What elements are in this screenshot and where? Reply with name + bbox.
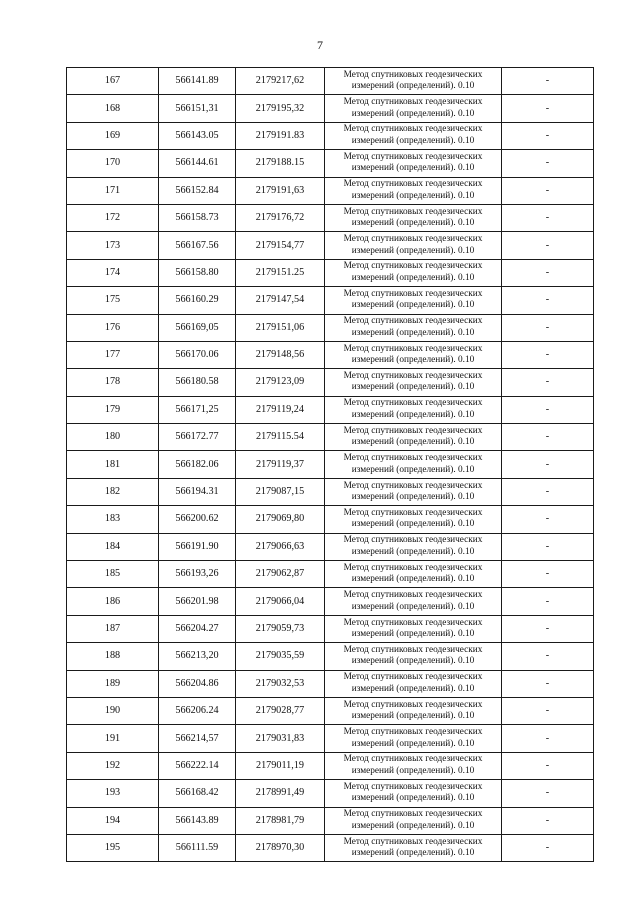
coordinate-y-cell: 2179066,63 <box>236 533 325 560</box>
coordinate-y-cell: 2179151.25 <box>236 259 325 286</box>
point-number-cell: 182 <box>67 478 159 505</box>
method-line-1: Метод спутниковых геодезических <box>343 261 483 272</box>
method-line-2: измерений (определений). 0.10 <box>351 190 475 201</box>
table-row <box>67 177 594 204</box>
coordinate-x-cell: 566172.77 <box>159 424 236 451</box>
method-cell <box>325 68 502 95</box>
table-row <box>67 780 594 807</box>
table-row <box>67 670 594 697</box>
note-cell: - <box>502 396 594 423</box>
method-line-2: измерений (определений). 0.10 <box>351 793 475 804</box>
method-line-2: измерений (определений). 0.10 <box>351 601 475 612</box>
coordinate-x-cell: 566200.62 <box>159 506 236 533</box>
note-cell: - <box>502 561 594 588</box>
method-line-1: Метод спутниковых геодезических <box>343 151 483 162</box>
method-line-2: измерений (определений). 0.10 <box>351 711 475 722</box>
note-cell: - <box>502 807 594 834</box>
point-number-cell: 169 <box>67 122 159 149</box>
method-line-1: Метод спутниковых геодезических <box>343 535 483 546</box>
coordinate-y-cell: 2179087,15 <box>236 478 325 505</box>
coordinate-y-cell: 2179151,06 <box>236 314 325 341</box>
note-cell: - <box>502 834 594 861</box>
method-cell <box>325 177 502 204</box>
method-line-2: измерений (определений). 0.10 <box>351 546 475 557</box>
point-number-cell: 195 <box>67 834 159 861</box>
coordinate-x-cell: 566144.61 <box>159 150 236 177</box>
note-cell: - <box>502 506 594 533</box>
coordinate-y-cell: 2179035,59 <box>236 643 325 670</box>
coordinate-x-cell: 566158.80 <box>159 259 236 286</box>
note-cell: - <box>502 287 594 314</box>
method-line-2: измерений (определений). 0.10 <box>351 135 475 146</box>
method-line-1: Метод спутниковых геодезических <box>343 343 483 354</box>
point-number-cell: 173 <box>67 232 159 259</box>
coordinate-x-cell: 566204.27 <box>159 615 236 642</box>
method-line-1: Метод спутниковых геодезических <box>343 206 483 217</box>
table-row <box>67 341 594 368</box>
method-cell <box>325 150 502 177</box>
method-cell <box>325 643 502 670</box>
point-number-cell: 179 <box>67 396 159 423</box>
coordinate-x-cell: 566111.59 <box>159 834 236 861</box>
method-cell <box>325 122 502 149</box>
note-cell: - <box>502 259 594 286</box>
method-cell <box>325 615 502 642</box>
point-number-cell: 172 <box>67 204 159 231</box>
method-line-2: измерений (определений). 0.10 <box>351 355 475 366</box>
coordinate-y-cell: 2178981,79 <box>236 807 325 834</box>
note-cell: - <box>502 725 594 752</box>
table-row <box>67 725 594 752</box>
coordinate-y-cell: 2179148,56 <box>236 341 325 368</box>
coordinate-y-cell: 2179115.54 <box>236 424 325 451</box>
table-row <box>67 643 594 670</box>
coordinate-x-cell: 566204.86 <box>159 670 236 697</box>
method-line-1: Метод спутниковых геодезических <box>343 644 483 655</box>
method-line-2: измерений (определений). 0.10 <box>351 629 475 639</box>
point-number-cell: 192 <box>67 752 159 779</box>
method-line-1: Метод спутниковых геодезических <box>343 97 483 108</box>
method-line-1: Метод спутниковых геодезических <box>343 425 483 436</box>
coordinate-x-cell: 566201.98 <box>159 588 236 615</box>
point-number-cell: 180 <box>67 424 159 451</box>
coordinate-x-cell: 566170.06 <box>159 341 236 368</box>
point-number-cell: 186 <box>67 588 159 615</box>
note-cell: - <box>502 615 594 642</box>
coordinate-y-cell: 2179191,63 <box>236 177 325 204</box>
coordinate-x-cell: 566143.05 <box>159 122 236 149</box>
method-line-1: Метод спутниковых геодезических <box>343 288 483 299</box>
method-line-2: измерений (определений). 0.10 <box>351 492 475 503</box>
method-line-2: измерений (определений). 0.10 <box>351 163 475 174</box>
table-row <box>67 396 594 423</box>
coordinate-y-cell: 2179191.83 <box>236 122 325 149</box>
note-cell: - <box>502 204 594 231</box>
method-cell <box>325 287 502 314</box>
note-cell: - <box>502 68 594 95</box>
method-line-1: Метод спутниковых геодезических <box>343 480 483 491</box>
table-row <box>67 533 594 560</box>
method-line-2: измерений (определений). 0.10 <box>351 108 475 119</box>
coordinate-x-cell: 566222.14 <box>159 752 236 779</box>
method-cell <box>325 369 502 396</box>
coordinate-y-cell: 2178991,49 <box>236 780 325 807</box>
note-cell: - <box>502 697 594 724</box>
method-line-1: Метод спутниковых геодезических <box>343 699 483 710</box>
table-row <box>67 506 594 533</box>
table-row <box>67 150 594 177</box>
point-number-cell: 181 <box>67 451 159 478</box>
table-row <box>67 807 594 834</box>
method-line-2: измерений (определений). 0.10 <box>351 245 475 256</box>
coordinate-x-cell: 566169,05 <box>159 314 236 341</box>
method-cell <box>325 451 502 478</box>
table-row <box>67 122 594 149</box>
note-cell: - <box>502 95 594 122</box>
coordinate-y-cell: 2179032,53 <box>236 670 325 697</box>
method-line-1: Метод спутниковых геодезических <box>343 617 483 628</box>
table-row <box>67 561 594 588</box>
coordinate-y-cell: 2179123,09 <box>236 369 325 396</box>
table-row <box>67 287 594 314</box>
point-number-cell: 184 <box>67 533 159 560</box>
note-cell: - <box>502 451 594 478</box>
point-number-cell: 190 <box>67 697 159 724</box>
point-number-cell: 171 <box>67 177 159 204</box>
coordinate-x-cell: 566158.73 <box>159 204 236 231</box>
table-row <box>67 314 594 341</box>
method-line-2: измерений (определений). 0.10 <box>351 464 475 475</box>
method-cell <box>325 697 502 724</box>
method-cell <box>325 341 502 368</box>
note-cell: - <box>502 752 594 779</box>
point-number-cell: 177 <box>67 341 159 368</box>
coordinate-x-cell: 566180.58 <box>159 369 236 396</box>
note-cell: - <box>502 670 594 697</box>
table-row <box>67 697 594 724</box>
coordinate-y-cell: 2179119,37 <box>236 451 325 478</box>
method-line-1: Метод спутниковых геодезических <box>343 234 483 245</box>
note-cell: - <box>502 478 594 505</box>
coordinate-y-cell: 2179154,77 <box>236 232 325 259</box>
table-row <box>67 588 594 615</box>
note-cell: - <box>502 424 594 451</box>
method-line-2: измерений (определений). 0.10 <box>351 683 475 694</box>
method-line-1: Метод спутниковых геодезических <box>343 672 483 683</box>
method-line-1: Метод спутниковых геодезических <box>343 398 483 409</box>
note-cell: - <box>502 177 594 204</box>
method-cell <box>325 752 502 779</box>
note-cell: - <box>502 369 594 396</box>
method-line-1: Метод спутниковых геодезических <box>343 836 483 847</box>
table-row <box>67 232 594 259</box>
point-number-cell: 194 <box>67 807 159 834</box>
point-number-cell: 178 <box>67 369 159 396</box>
method-line-2: измерений (определений). 0.10 <box>351 272 475 283</box>
method-cell <box>325 95 502 122</box>
coordinate-x-cell: 566191.90 <box>159 533 236 560</box>
note-cell: - <box>502 122 594 149</box>
method-cell <box>325 561 502 588</box>
note-cell: - <box>502 232 594 259</box>
method-cell <box>325 259 502 286</box>
table-row <box>67 95 594 122</box>
table-row <box>67 369 594 396</box>
method-line-1: Метод спутниковых геодезических <box>343 69 483 80</box>
method-line-1: Метод спутниковых геодезических <box>343 370 483 381</box>
method-line-2: измерений (определений). 0.10 <box>351 409 475 420</box>
note-cell: - <box>502 643 594 670</box>
method-cell <box>325 204 502 231</box>
method-line-2: измерений (определений). 0.10 <box>351 300 475 311</box>
table-row <box>67 478 594 505</box>
method-line-2: измерений (определений). 0.10 <box>351 327 475 338</box>
table-row <box>67 752 594 779</box>
method-line-1: Метод спутниковых геодезических <box>343 754 483 765</box>
method-line-2: измерений (определений). 0.10 <box>351 437 475 448</box>
point-number-cell: 167 <box>67 68 159 95</box>
method-line-2: измерений (определений). 0.10 <box>351 218 475 229</box>
coordinate-x-cell: 566171,25 <box>159 396 236 423</box>
method-cell <box>325 807 502 834</box>
method-cell <box>325 780 502 807</box>
point-number-cell: 170 <box>67 150 159 177</box>
point-number-cell: 176 <box>67 314 159 341</box>
method-cell <box>325 478 502 505</box>
method-cell <box>325 396 502 423</box>
coordinate-x-cell: 566194.31 <box>159 478 236 505</box>
method-line-2: измерений (определений). 0.10 <box>351 656 475 667</box>
method-line-2: измерений (определений). 0.10 <box>351 848 475 859</box>
method-line-1: Метод спутниковых геодезических <box>343 590 483 601</box>
note-cell: - <box>502 533 594 560</box>
coordinate-x-cell: 566151,31 <box>159 95 236 122</box>
coordinates-table <box>66 67 594 862</box>
method-line-1: Метод спутниковых геодезических <box>343 781 483 792</box>
coordinate-y-cell: 2179195,32 <box>236 95 325 122</box>
table-row <box>67 424 594 451</box>
coordinate-x-cell: 566213,20 <box>159 643 236 670</box>
coordinate-y-cell: 2179217,62 <box>236 68 325 95</box>
coordinate-x-cell: 566152.84 <box>159 177 236 204</box>
method-cell <box>325 424 502 451</box>
point-number-cell: 168 <box>67 95 159 122</box>
coordinate-y-cell: 2179066,04 <box>236 588 325 615</box>
method-line-2: измерений (определений). 0.10 <box>351 738 475 749</box>
method-line-1: Метод спутниковых геодезических <box>343 507 483 518</box>
method-line-1: Метод спутниковых геодезических <box>343 809 483 820</box>
point-number-cell: 189 <box>67 670 159 697</box>
coordinate-y-cell: 2179147,54 <box>236 287 325 314</box>
point-number-cell: 187 <box>67 615 159 642</box>
coordinate-y-cell: 2179188.15 <box>236 150 325 177</box>
method-line-2: измерений (определений). 0.10 <box>351 765 475 776</box>
method-cell <box>325 314 502 341</box>
method-cell <box>325 834 502 861</box>
coordinate-y-cell: 2179011,19 <box>236 752 325 779</box>
page-number: 7 <box>317 38 323 52</box>
coordinate-y-cell: 2179119,24 <box>236 396 325 423</box>
table-row <box>67 68 594 95</box>
coordinate-x-cell: 566168.42 <box>159 780 236 807</box>
coordinate-x-cell: 566141.89 <box>159 68 236 95</box>
point-number-cell: 191 <box>67 725 159 752</box>
note-cell: - <box>502 780 594 807</box>
method-line-2: измерений (определений). 0.10 <box>351 574 475 585</box>
method-cell <box>325 533 502 560</box>
point-number-cell: 188 <box>67 643 159 670</box>
coordinate-x-cell: 566182.06 <box>159 451 236 478</box>
method-cell <box>325 506 502 533</box>
table-row <box>67 259 594 286</box>
method-line-2: измерений (определений). 0.10 <box>351 382 475 393</box>
coordinate-x-cell: 566206.24 <box>159 697 236 724</box>
coordinate-x-cell: 566167.56 <box>159 232 236 259</box>
coordinate-x-cell: 566160.29 <box>159 287 236 314</box>
coordinate-y-cell: 2179176,72 <box>236 204 325 231</box>
method-line-1: Метод спутниковых геодезических <box>343 124 483 135</box>
note-cell: - <box>502 341 594 368</box>
table-row <box>67 834 594 861</box>
point-number-cell: 185 <box>67 561 159 588</box>
note-cell: - <box>502 314 594 341</box>
method-line-1: Метод спутниковых геодезических <box>343 562 483 573</box>
table-row <box>67 615 594 642</box>
method-cell <box>325 232 502 259</box>
method-cell <box>325 670 502 697</box>
point-number-cell: 175 <box>67 287 159 314</box>
coordinate-y-cell: 2179069,80 <box>236 506 325 533</box>
note-cell: - <box>502 588 594 615</box>
method-line-1: Метод спутниковых геодезических <box>343 179 483 190</box>
coordinate-y-cell: 2179059,73 <box>236 615 325 642</box>
point-number-cell: 174 <box>67 259 159 286</box>
method-line-2: измерений (определений). 0.10 <box>351 820 475 831</box>
method-line-2: измерений (определений). 0.10 <box>351 519 475 530</box>
point-number-cell: 183 <box>67 506 159 533</box>
coordinates-table-body <box>67 68 594 862</box>
coordinate-x-cell: 566143.89 <box>159 807 236 834</box>
coordinate-y-cell: 2178970,30 <box>236 834 325 861</box>
note-cell: - <box>502 150 594 177</box>
coordinate-y-cell: 2179031,83 <box>236 725 325 752</box>
method-line-1: Метод спутниковых геодезических <box>343 453 483 464</box>
table-row <box>67 451 594 478</box>
method-line-1: Метод спутниковых геодезических <box>343 316 483 327</box>
method-cell <box>325 725 502 752</box>
coordinate-y-cell: 2179062,87 <box>236 561 325 588</box>
coordinate-x-cell: 566193,26 <box>159 561 236 588</box>
method-cell <box>325 588 502 615</box>
coordinate-y-cell: 2179028,77 <box>236 697 325 724</box>
coordinate-x-cell: 566214,57 <box>159 725 236 752</box>
method-line-1: Метод спутниковых геодезических <box>343 727 483 738</box>
point-number-cell: 193 <box>67 780 159 807</box>
table-row <box>67 204 594 231</box>
method-line-2: измерений (определений). 0.10 <box>351 81 475 92</box>
